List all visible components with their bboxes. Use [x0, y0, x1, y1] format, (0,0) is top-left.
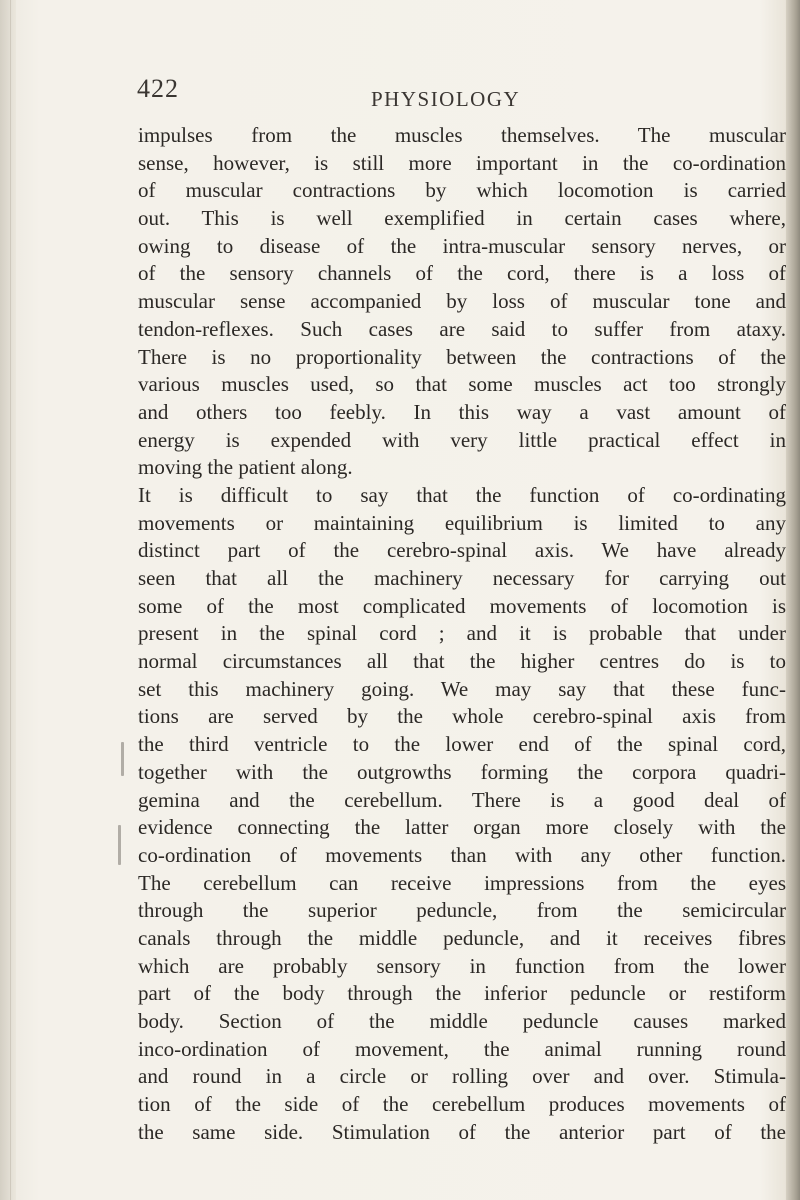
text-line: inco-ordination of movement, the animal running round [138, 1036, 786, 1061]
text-line: It is difficult to say that the function of co-ordinating [138, 482, 786, 507]
text-line: distinct part of the cerebro-spinal axis. We have already [138, 538, 786, 563]
text-line: together with the outgrowths forming the corpora quadri- [138, 759, 786, 784]
text-line: through the superior peduncle, from the semicircular [138, 898, 786, 923]
text-line: various muscles used, so that some muscles act too strongly [138, 372, 786, 397]
text-line: body. Section of the middle peduncle causes marked [138, 1009, 786, 1033]
text-line: energy is expended with very little practical effect in [138, 427, 786, 452]
text-line: canals through the middle peduncle, and it receives fibres [138, 925, 786, 950]
text-line: tions are served by the whole cerebro-spinal axis from [138, 704, 786, 729]
text-line: evidence connecting the latter organ more closely with the [138, 815, 786, 840]
margin-pencil-mark [118, 825, 121, 865]
text-line: gemina and the cerebellum. There is a good deal of [138, 787, 786, 812]
text-line: the third ventricle to the lower end of the spinal cord, [138, 732, 786, 757]
text-line: muscular sense accompanied by loss of muscular tone and [138, 289, 786, 314]
text-line: sense, however, is still more important in the co-ordination [138, 150, 786, 175]
text-line: normal circumstances all that the higher centres do is to [138, 649, 786, 674]
text-line: movements or maintaining equilibrium is limited to any [138, 510, 786, 535]
page-number: 422 [137, 74, 179, 103]
text-line: and round in a circle or rolling over and over. Stimula- [138, 1064, 786, 1089]
text-line: owing to disease of the intra-muscular sensory nerves, or [138, 233, 786, 258]
text-line: the same side. Stimulation of the anterior part of the [138, 1119, 786, 1144]
text-line: impulses from the muscles themselves. The muscular [138, 123, 786, 147]
margin-pencil-mark [121, 742, 124, 776]
text-line: moving the patient along. [138, 455, 353, 480]
page-header [0, 74, 800, 114]
page-right-edge [786, 0, 800, 1200]
text-line: present in the spinal cord ; and it is probable that under [138, 621, 786, 646]
text-line: part of the body through the inferior peduncle or restiform [138, 981, 786, 1006]
text-line: some of the most complicated movements of locomotion is [138, 593, 786, 618]
text-line: out. This is well exemplified in certain cases where, [138, 206, 786, 231]
body-text [138, 122, 786, 1146]
page-edge-line [10, 0, 11, 1200]
running-head: PHYSIOLOGY [371, 87, 521, 111]
text-line: seen that all the machinery necessary for carrying out [138, 566, 786, 590]
text-line: There is no proportionality between the contractions of the [138, 344, 786, 369]
text-line: tion of the side of the cerebellum produces movements of [138, 1092, 786, 1117]
text-line: co-ordination of movements than with any other function. [138, 842, 786, 867]
text-line: The cerebellum can receive impressions from the eyes [138, 870, 786, 895]
text-line: of the sensory channels of the cord, there is a loss of [138, 261, 786, 286]
binding-shadow [0, 0, 16, 1200]
text-line: set this machinery going. We may say that these func- [138, 676, 786, 701]
text-line: and others too feebly. In this way a vast amount of [138, 399, 786, 424]
text-line: which are probably sensory in function from the lower [138, 953, 786, 978]
text-line: tendon-reflexes. Such cases are said to suffer from ataxy. [138, 316, 786, 341]
text-line: of muscular contractions by which locomotion is carried [138, 178, 786, 203]
